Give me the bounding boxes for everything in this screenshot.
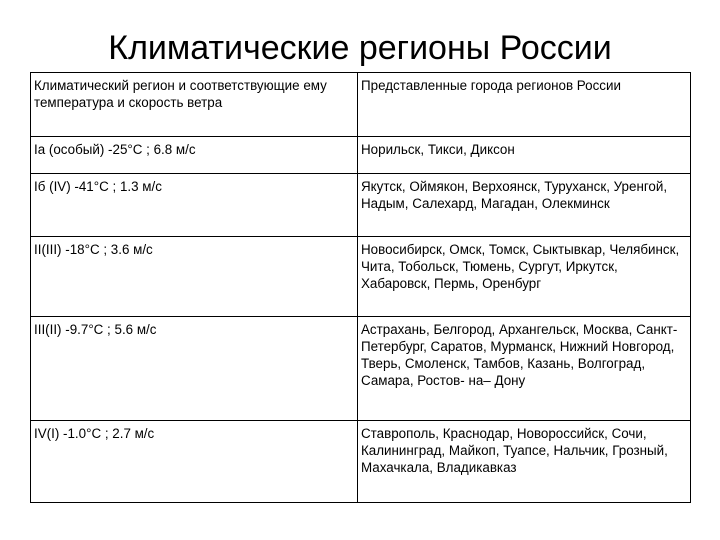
header-cities-cell: Представленные города регионов России <box>358 73 691 137</box>
cities-cell: Новосибирск, Омск, Томск, Сыктывкар, Челябинск, Чита, Тобольск, Тюмень, Сургут, Иркутск, Хабаровск, Пермь, Оренбург <box>358 237 691 317</box>
table-row <box>31 174 691 237</box>
cities-cell: Норильск, Тикси, Диксон <box>358 137 691 174</box>
climate-regions-table <box>30 72 691 503</box>
region-cell: Iб (IV) -41°С ; 1.3 м/с <box>31 174 358 237</box>
cities-cell: Астрахань, Белгород, Архангельск, Москва, Санкт- Петербург, Саратов, Мурманск, Нижний Новгород, Тверь, Смоленск, Тамбов, Казань, Волгоград, Самара, Ростов- на– Дону <box>358 317 691 421</box>
header-region-cell: Климатический регион и соответствующие ему температура и скорость ветра <box>31 73 358 137</box>
table-row <box>31 237 691 317</box>
cities-cell: Якутск, Оймякон, Верхоянск, Туруханск, Уренгой, Надым, Салехард, Магадан, Олекминск <box>358 174 691 237</box>
table-row <box>31 317 691 421</box>
table-header-row <box>31 73 691 137</box>
region-cell: IV(I) -1.0°С ; 2.7 м/с <box>31 421 358 503</box>
cities-cell: Ставрополь, Краснодар, Новороссийск, Сочи, Калининград, Майкоп, Туапсе, Нальчик, Грозный, Махачкала, Владикавказ <box>358 421 691 503</box>
page-title: Климатические регионы России <box>108 29 612 67</box>
table-row <box>31 421 691 503</box>
table-row <box>31 137 691 174</box>
region-cell: Iа (особый) -25°С ; 6.8 м/с <box>31 137 358 174</box>
region-cell: III(II) -9.7°С ; 5.6 м/с <box>31 317 358 421</box>
region-cell: II(III) -18°С ; 3.6 м/с <box>31 237 358 317</box>
